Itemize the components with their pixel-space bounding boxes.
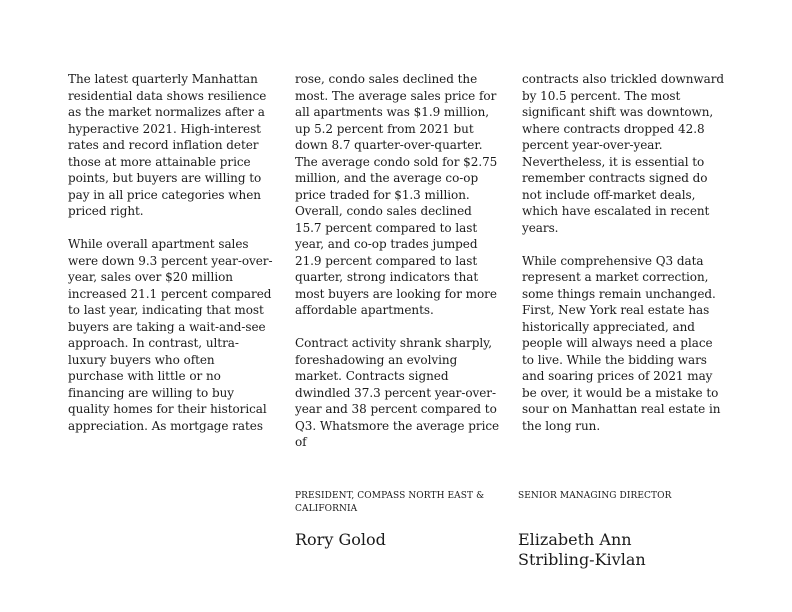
paragraph: Contract activity shrank sharply, foreshadowing an evolving market. Contracts signed dwindled 37.3 percent year-over-year and 38 percent compared to Q3. Whatsmore the average price of (295, 336, 500, 449)
paragraph: rose, condo sales declined the most. The average sales price for all apartments was $1.9 million, up 5.2 percent from 2021 but down 8.7 quarter-over-quarter. The average condo sold for $2.75 million, and the average co-op price traded for $1.3 million. Overall, condo sales declined 15.7 percent compared to last year, and co-op trades jumped 21.9 percent compared to last quarter, strong indicators that most buyers are looking for more affordable apartments. (295, 72, 498, 317)
article-column-3 (522, 71, 727, 451)
paragraph: While comprehensive Q3 data represent a market correction, some things remain unchanged. First, New York real estate has historically appreciated, and people will always need a place to live. While the bidding wars and soaring prices of 2021 may be over, it would be a mistake to sour on Manhattan real estate in the long run. (522, 253, 721, 433)
paragraph: While overall apartment sales were down 9.3 percent year-over-year, sales over $20 million increased 21.1 percent compared to last year, indicating that most buyers are taking a wait-and-see approach. In contrast, ultra-luxury buyers who often purchase with little or no financing are willing to buy quality homes for their historical appreciation. As mortgage rates (68, 237, 273, 433)
article-column-2 (295, 71, 500, 467)
article-column-1 (68, 71, 273, 451)
signatory-name: Elizabeth Ann Stribling-Kivlan (518, 530, 646, 569)
paragraph: contracts also trickled downward by 10.5 percent. The most significant shift was downtown, where contracts dropped 42.8 percent year-over-year. Nevertheless, it is essential to remember contracts signed do not include off-market deals, which have escalated in recent years. (522, 72, 725, 235)
signatory-title: PRESIDENT, COMPASS NORTH EAST & CALIFORNIA (295, 491, 485, 514)
signature-block-director (518, 490, 708, 570)
paragraph: The latest quarterly Manhattan residential data shows resilience as the market normalizes after a hyperactive 2021. High-interest rates and record inflation deter those at more attainable price points, but buyers are willing to pay in all price categories when priced right. (68, 72, 267, 218)
signatory-name: Rory Golod (295, 530, 386, 549)
signatory-title: SENIOR MANAGING DIRECTOR (518, 491, 672, 501)
signature-block-president (295, 490, 485, 550)
